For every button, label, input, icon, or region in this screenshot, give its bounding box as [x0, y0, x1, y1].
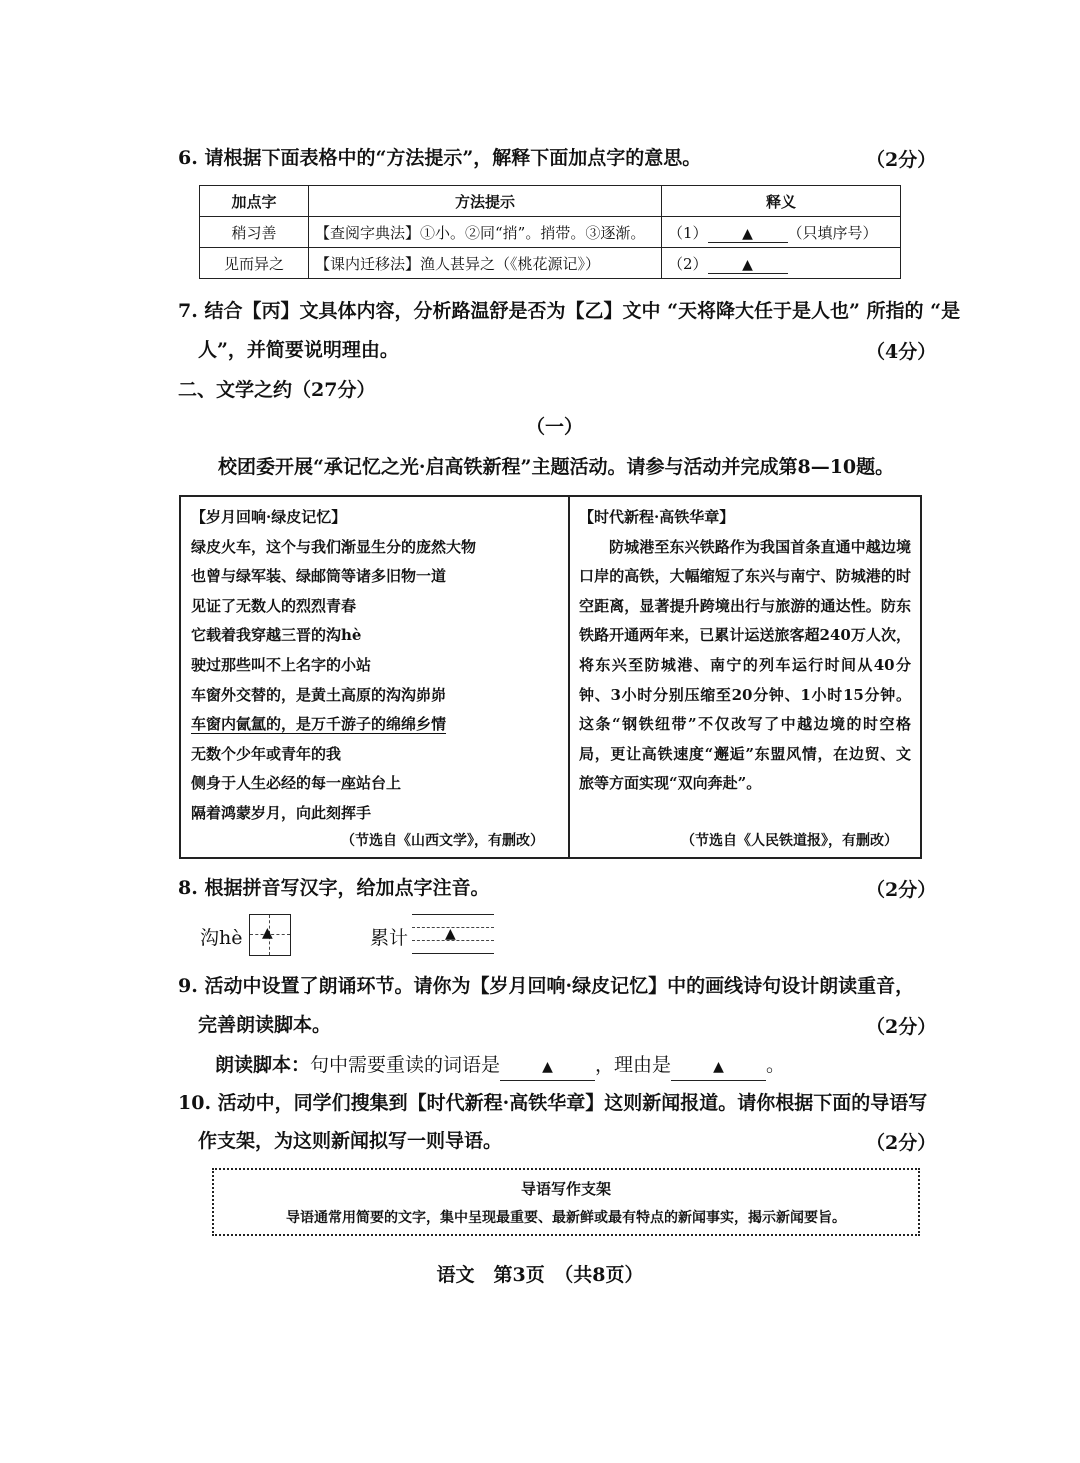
- table-cell-hint: 【课内迁移法】渔人甚异之（《桃花源记》）: [309, 248, 662, 279]
- table-header: 释义: [662, 186, 901, 217]
- poem-line: 车窗外交替的，是黄土高原的沟沟峁峁: [191, 685, 447, 704]
- table-row: [200, 248, 901, 279]
- poem-line: 绿皮火车，这个与我们渐显生分的庞然大物: [191, 537, 477, 556]
- news-title: 【时代新程·高铁华章】: [579, 508, 735, 526]
- poem-line-underlined: 车窗内氤氲的，是万千游子的绵绵乡情: [191, 715, 447, 734]
- q10-line1: 10. 活动中，同学们搜集到【时代新程·高铁华章】这则新闻报道。请你根据下面的导语写: [178, 1092, 928, 1114]
- stress-word-blank[interactable]: [500, 1052, 595, 1081]
- table-cell-answer: [662, 248, 901, 279]
- triangle-marker-icon: ▲: [262, 925, 273, 941]
- table-cell-word: 稍习善: [200, 217, 309, 248]
- q10-line2: 作支架，为这则新闻拟写一则导语。: [198, 1130, 503, 1152]
- q7-line1: 7. 结合【丙】文具体内容，分析路温舒是否为【乙】文中 “天将降大任于是人也” 所指的 “是: [178, 300, 961, 322]
- q6-text: 6. 请根据下面表格中的“方法提示”，解释下面加点字的意思。: [178, 147, 702, 169]
- q6-points: （2分）: [866, 149, 937, 171]
- q6-table: [199, 185, 901, 279]
- poem-source: （节选自《山西文学》，有删改）: [341, 833, 544, 849]
- triangle-marker-icon: ▲: [542, 1059, 553, 1075]
- table-row: [200, 217, 901, 248]
- pinyin-line: [412, 914, 494, 915]
- frame-title: 导语写作支架: [520, 1180, 611, 1198]
- poem-title: 【岁月回响·绿皮记忆】: [191, 508, 347, 526]
- column-divider: [568, 497, 570, 857]
- table-cell-hint: 【查阅字典法】①小。②同“捎”。捎带。③逐渐。: [309, 217, 662, 248]
- poem-line: 驶过那些叫不上名字的小站: [191, 655, 372, 674]
- q8-item2: 累计: [370, 927, 409, 949]
- script-label: 朗读脚本：: [215, 1054, 311, 1076]
- answer-blank[interactable]: [708, 224, 788, 243]
- poem-line: 它载着我穿越三晋的沟hè: [191, 626, 362, 645]
- tianzige-box[interactable]: [249, 914, 291, 956]
- table-cell-answer: [662, 217, 901, 248]
- q9-line2: 完善朗读脚本。: [198, 1014, 332, 1036]
- answer-label: （2）: [668, 254, 708, 273]
- q10-points: （2分）: [866, 1132, 937, 1154]
- q8-text: 8. 根据拼音写汉字，给加点字注音。: [178, 877, 490, 899]
- pinyin-lines[interactable]: [412, 914, 494, 954]
- answer-label: （1）: [668, 223, 708, 242]
- answer-note: （只填序号）: [787, 223, 878, 242]
- pinyin-line: [412, 953, 494, 954]
- script-text-b: ，理由是: [595, 1054, 672, 1076]
- table-cell-word: 见而异之: [200, 248, 309, 279]
- news-panel: [579, 503, 911, 799]
- poem-line: 见证了无数人的烈烈青春: [191, 596, 357, 615]
- script-end: 。: [766, 1054, 786, 1076]
- answer-blank[interactable]: [708, 255, 788, 274]
- poem-line: 隔着鸿蒙岁月，向此刻挥手: [191, 803, 372, 822]
- triangle-marker-icon: ▲: [713, 1059, 724, 1075]
- poem-line: 也曾与绿军装、绿邮筒等诸多旧物一道: [191, 567, 447, 586]
- q9-points: （2分）: [866, 1016, 937, 1038]
- q8-points: （2分）: [866, 879, 937, 901]
- writing-frame-box: [212, 1168, 920, 1236]
- news-text: 防城港至东兴铁路作为我国首条直通中越边境口岸的高铁，大幅缩短了东兴与南宁、防城港的时空距离，显著提升跨境出行与旅游的通达性。防东铁路开通两年来，已累计运送旅客超240万人次，将东兴至防城港、南宁的列车运行时间从40分钟、3小时分别压缩至20分钟、1小时15分钟。这条“钢铁纽带”不仅改写了中越边境的时空格局，更让高铁速度“邂逅”东盟风情，在边贸、文旅等方面实现“双向奔赴”。: [579, 537, 911, 793]
- q9-line1: 9. 活动中设置了朗诵环节。请你为【岁月回响·绿皮记忆】中的画线诗句设计朗读重音，: [178, 975, 915, 997]
- page-footer: 语文 第3页 （共8页）: [436, 1264, 644, 1286]
- triangle-marker-icon: ▲: [742, 225, 753, 242]
- q8-item1: 沟hè: [200, 927, 243, 949]
- q9-script: [215, 1052, 785, 1081]
- poem-line: 无数个少年或青年的我: [191, 744, 342, 763]
- q7-line2: 人”，并简要说明理由。: [198, 339, 399, 361]
- section2-title: 二、文学之约（27分）: [178, 379, 376, 401]
- script-text-a: 句中需要重读的词语是: [310, 1054, 501, 1076]
- section2-intro: 校团委开展“承记忆之光·启高铁新程”主题活动。请参与活动并完成第8—10题。: [218, 456, 895, 478]
- reason-blank[interactable]: [671, 1052, 766, 1081]
- q7-points: （4分）: [866, 341, 937, 363]
- reading-box: [179, 495, 922, 859]
- poem-panel: [191, 503, 476, 829]
- triangle-marker-icon: ▲: [742, 256, 753, 273]
- table-header-row: [200, 186, 901, 217]
- poem-line: 侧身于人生必经的每一座站台上: [191, 774, 402, 793]
- news-source: （节选自《人民铁道报》，有删改）: [681, 833, 898, 849]
- triangle-marker-icon: ▲: [445, 926, 456, 942]
- table-header: 方法提示: [309, 186, 662, 217]
- frame-text: 导语通常用简要的文字，集中呈现最重要、最新鲜或最有特点的新闻事实，揭示新闻要旨。: [286, 1210, 846, 1226]
- table-header: 加点字: [200, 186, 309, 217]
- section2-subtitle: （一）: [526, 416, 584, 438]
